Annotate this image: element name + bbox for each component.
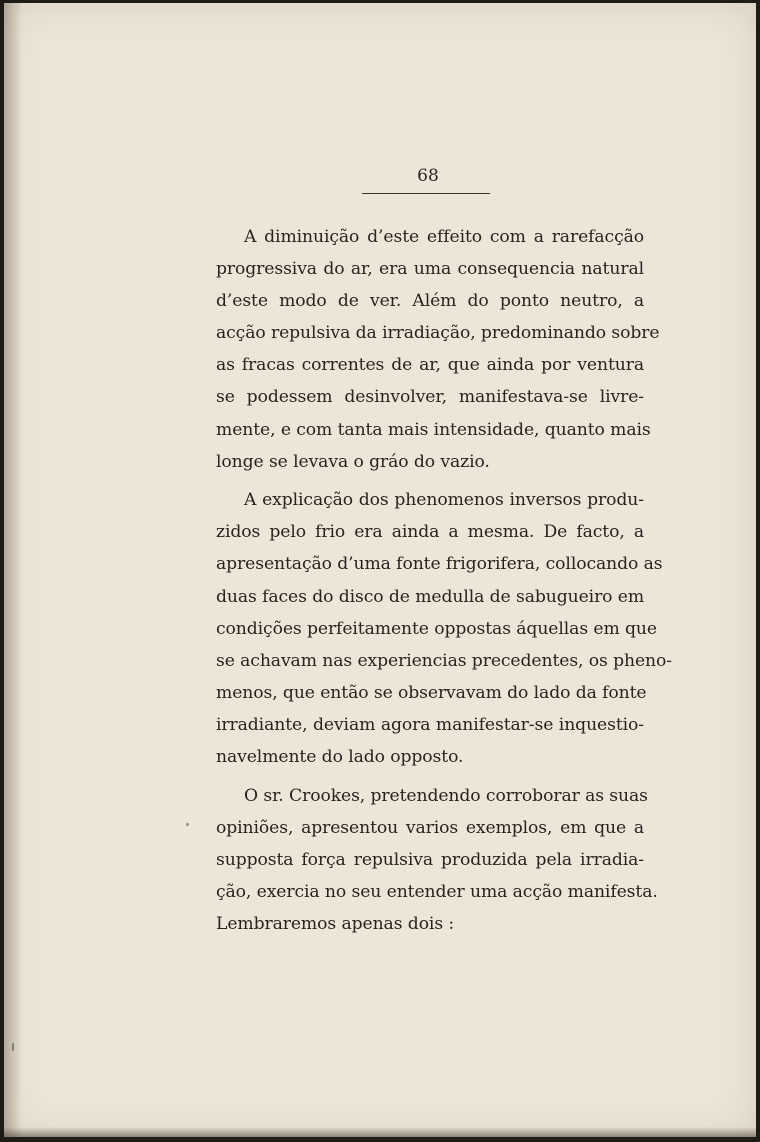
text-line: longe se levava o gráo do vazio. (216, 451, 490, 472)
text-line: as fracas correntes de ar, que ainda por ventura (216, 355, 644, 376)
text-line: mente, e com tanta mais intensidade, quanto mais (216, 419, 651, 440)
text-line: apresentação d’uma fonte frigorifera, collocando as (216, 554, 663, 575)
text-line: opiniões, apresentou varios exemplos, em que a (216, 817, 644, 838)
text-line: zidos pelo frio era ainda a mesma. De facto, a (216, 522, 644, 543)
text-line: navelmente do lado opposto. (216, 747, 464, 767)
page-bottom-edge (4, 1127, 756, 1137)
text-line: condições perfeitamente oppostas áquellas em que (216, 618, 657, 639)
text-line: supposta força repulsiva produzida pela irradia- (216, 849, 644, 870)
ink-speck (186, 823, 189, 826)
text-line: se achavam nas experiencias precedentes, os pheno- (216, 650, 672, 671)
paragraph (216, 780, 658, 940)
book-page (4, 3, 756, 1137)
text-line: duas faces do disco de medulla de sabugueiro em (216, 586, 645, 607)
text-line: menos, que então se observavam do lado da fonte (216, 682, 647, 703)
text-line: O sr. Crookes, pretendendo corroborar as suas (244, 785, 648, 806)
text-line: d’este modo de ver. Além do ponto neutro, a (216, 291, 644, 312)
text-line: A diminuição d’este effeito com a rarefacção (244, 227, 644, 247)
margin-mark (12, 1043, 14, 1051)
text-line: Lembraremos apenas dois : (216, 913, 455, 934)
paragraph (216, 484, 672, 773)
text-line: irradiante, deviam agora manifestar-se inquestio- (216, 714, 644, 735)
text-line: acção repulsiva da irradiação, predominando sobre (216, 323, 660, 344)
text-line: se podessem desinvolver, manifestava-se livre- (216, 387, 644, 408)
page-number: 68 (417, 166, 439, 186)
header-rule (362, 193, 490, 194)
text-line: A explicação dos phenomenos inversos produ- (244, 490, 644, 511)
text-line: ção, exercia no seu entender uma acção manifesta. (216, 881, 658, 902)
text-line: progressiva do ar, era uma consequencia natural (216, 259, 644, 280)
paragraph (216, 221, 660, 478)
body-text (216, 221, 672, 947)
